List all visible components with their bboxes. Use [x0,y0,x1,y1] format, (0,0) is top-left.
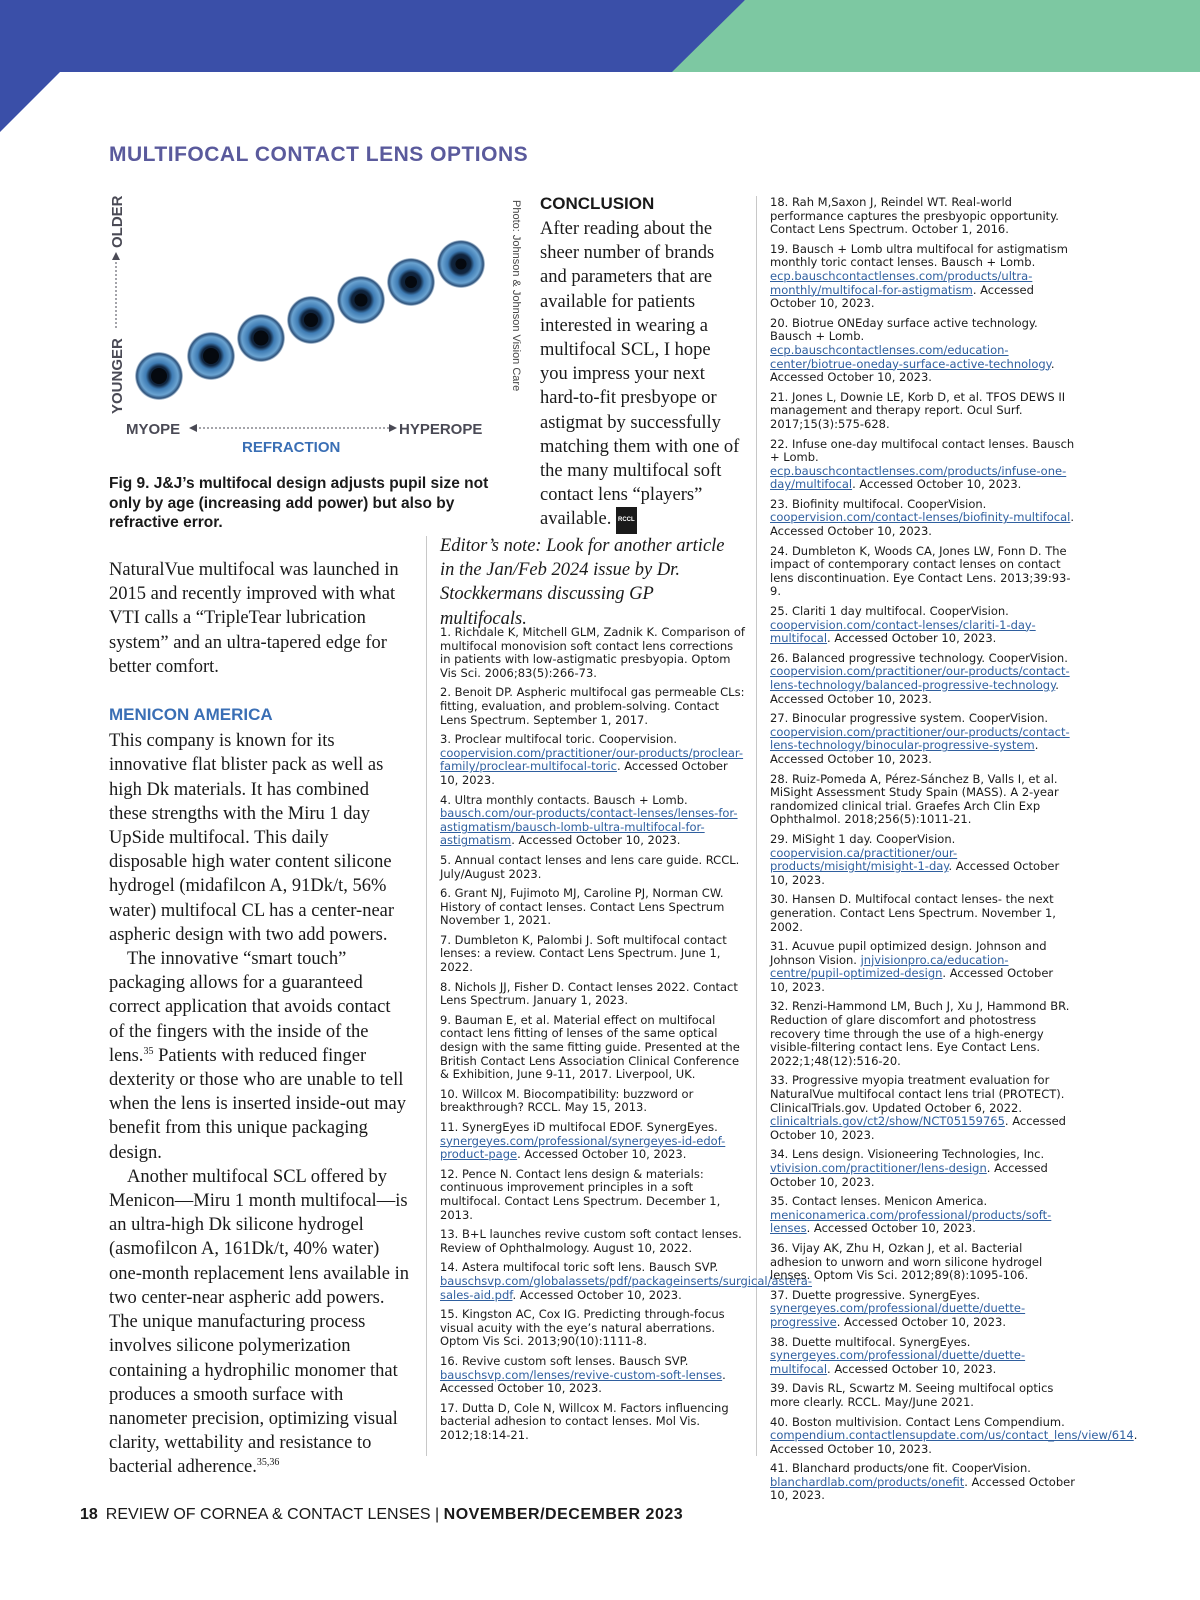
reference-text: 27. Binocular progressive system. CooperVision. [770,711,1049,726]
figure-graphic [109,196,493,462]
citation-superscript: 35,36 [256,1457,280,1469]
reference-link[interactable]: vtivision.com/practitioner/lens-design [770,1161,987,1175]
banner-graphic [0,0,1200,132]
body-paragraph [109,1165,409,1480]
citation-superscript: 35 [143,1045,154,1057]
reference-item [440,626,745,680]
reference-accessed: . Accessed October 10, 2023. [770,1114,1066,1142]
reference-text: 37. Duette progressive. SynergEyes. [770,1287,981,1302]
conclusion-body: After reading about the sheer number of brands and parameters that are available for patients interested in wearing a multifocal SCL, I hope you impress your next hard-to-fit presbyope or astigmat by successfully matching them with one of the many multifocal soft contact lens “players” available. [540,219,740,530]
reference-item [770,940,1075,994]
reference-text: 34. Lens design. Visioneering Technologies, Inc. [770,1147,1045,1162]
references-column-a [440,625,812,1448]
body-paragraph: NaturalVue multifocal was launched in 2015 and recently improved with what VTI calls a “TripleTear lubrication system” and an ultra-tapered edge for better comfort. [109,560,399,677]
reference-item [440,733,745,787]
body-text: The innovative “smart touch” packaging allows for a guaranteed correct application that avoids contact of the fingers with the inside of the lens. [109,949,391,1066]
reference-text: 12. Pence N. Contact lens design & materials: continuous improvement principles in a soft multifocal. Contact Lens Spectrum. December 1, 2013. [440,1166,721,1222]
reference-link[interactable]: blanchardlab.com/products/onefit [770,1474,965,1489]
reference-text: 35. Contact lenses. Menicon America. [770,1194,988,1209]
reference-item [770,498,1075,539]
reference-item [440,1088,745,1115]
reference-item [770,1289,1075,1330]
reference-text: 5. Annual contact lenses and lens care guide. RCCL. July/August 2023. [440,852,740,881]
conclusion-heading: CONCLUSION [540,194,655,213]
reference-link[interactable]: coopervision.com/contact-lenses/biofinity-multifocal [770,510,1071,525]
publication-name: REVIEW OF CORNEA & CONTACT LENSES [105,1506,431,1523]
reference-item [770,1462,1075,1503]
reference-accessed: . Accessed October 10, 2023. [512,1287,682,1302]
reference-text: 32. Renzi-Hammond LM, Buch J, Xu J, Hammond BR. Reduction of glare discomfort and photostress recovery time through the use of a high-energy visible-filtering contact lens. Eye Contact Lens. 2022;1;48(12):516-20. [770,999,1070,1068]
rccl-logo-icon: RCCL [616,507,637,533]
reference-item [440,1260,812,1302]
reference-text: 7. Dumbleton K, Palombi J. Soft multifocal contact lenses: a review. Contact Lens Spectrum. June 1, 2022. [440,932,727,975]
reference-text: 39. Davis RL, Scwartz M. Seeing multifocal optics more clearly. RCCL. May/June 2021. [770,1381,1054,1409]
reference-link[interactable]: meniconamerica.com/professional/products/soft-lenses [770,1207,1052,1236]
reference-text: 41. Blanchard products/one fit. CooperVision. [770,1461,1031,1476]
column-divider [426,536,427,1456]
body-text: Patients with reduced finger dexterity or those who are unable to tell when the lens is inserted inside-out may benefit from this unique packaging design. [109,1045,406,1163]
reference-accessed: . Accessed October 10, 2023. [770,356,1055,385]
reference-accessed: . Accessed October 10, 2023. [770,966,1054,994]
reference-item [770,605,1075,646]
pupil-4 [304,313,318,327]
reference-item [770,545,1075,599]
column-divider [756,196,757,1456]
reference-accessed: . Accessed October 10, 2023. [770,1428,1138,1456]
reference-text: 21. Jones L, Downie LE, Korb D, et al. TFOS DEWS II management and therapy report. Ocul Surf. 2017;15(3):575-628. [770,389,1066,431]
body-paragraph [109,947,409,1165]
reference-text: 9. Bauman E, et al. Material effect on multifocal contact lens fitting of lenses of the same optical design with the same fitting guide. Presented at the British Contact Lens Association Clinical Conference & Exhibition, June 9-11, 2017. Liverpool, UK. [440,1012,740,1082]
reference-text: 33. Progressive myopia treatment evaluation for NaturalVue multifocal contact lens trial (PROTECT). ClinicalTrials.gov. Updated October 6, 2022. [770,1073,1065,1115]
reference-text: 4. Ultra monthly contacts. Bausch + Lomb. [440,792,688,807]
reference-text: 30. Hansen D. Multifocal contact lenses- the next generation. Contact Lens Spectrum. November 1, 2002. [770,892,1056,934]
reference-text: 24. Dumbleton K, Woods CA, Jones LW, Fonn D. The impact of contemporary contact lenses on contact lens discontinuation. Eye Contact Lens. 2013;39:93-9. [770,543,1071,599]
reference-text: 38. Duette multifocal. SynergEyes. [770,1334,971,1349]
reference-item [770,1148,1075,1189]
reference-text: 36. Vijay AK, Zhu H, Ozkan J, et al. Bacterial adhesion to unworn and worn silicone hydrogel lenses. Optom Vis Sci. 2012;89(8):1095-106. [770,1240,1043,1283]
pupil-6 [405,276,417,288]
reference-item [770,1000,1075,1068]
reference-text: 31. Acuvue pupil optimized design. Johnson and Johnson Vision. [770,939,1047,967]
reference-link[interactable]: ecp.bauschcontactlenses.com/products/ultra-monthly/multifocal-for-astigmatism [770,268,1033,297]
reference-text: 18. Rah M,Saxon J, Reindel WT. Real-world performance captures the presbyopic opportunity. Contact Lens Spectrum. October 1, 2016. [770,195,1059,237]
reference-item [770,438,1075,492]
reference-link[interactable]: compendium.contactlensupdate.com/us/contact_lens/view/614 [770,1428,1134,1443]
reference-item [770,391,1075,432]
pupil-3 [254,331,269,346]
reference-text: 26. Balanced progressive technology. CooperVision. [770,650,1068,665]
reference-text: 40. Boston multivision. Contact Lens Compendium. [770,1414,1065,1429]
body-paragraph: This company is known for its innovative flat blister pack as well as high Dk materials. It has combined these strengths with the Miru 1 day UpSide multifocal. This daily disposable high water content silicone hydrogel (midafilcon A, 91Dk/t, 56% water) multifocal CL has a center-near aspheric design with two add powers. [109,731,395,945]
banner-blue-shape [0,0,745,132]
reference-item [440,1355,745,1396]
reference-item [770,1195,1075,1236]
reference-item [770,243,1075,311]
reference-link[interactable]: synergeyes.com/professional/duette/duette-progressive [770,1301,1026,1329]
reference-item [440,887,745,928]
pupil-2 [203,348,219,364]
reference-item [440,981,745,1008]
reference-item [770,196,1075,237]
reference-item [440,934,745,975]
references-column-b [770,195,1138,1509]
reference-item [770,1074,1075,1142]
reference-accessed: . Accessed October 10, 2023. [852,477,1022,492]
reference-accessed: . Accessed October 10, 2023. [770,738,1039,766]
reference-text: 15. Kingston AC, Cox IG. Predicting through-focus visual acuity with the eye’s natural aberrations. Optom Vis Sci. 2013;90(10):1111-8. [440,1307,725,1349]
editor-note: Editor’s note: Look for another article in the Jan/Feb 2024 issue by Dr. Stockkermans discussing GP multifocals. [440,536,725,629]
reference-accessed: . Accessed October 10, 2023. [770,859,1060,887]
reference-link[interactable]: synergeyes.com/professional/duette/duette-multifocal [770,1348,1026,1376]
reference-text: 16. Revive custom soft lenses. Bausch SVP. [440,1353,689,1368]
reference-item [770,773,1075,827]
reference-accessed: . Accessed October 10, 2023. [511,833,681,848]
reference-text: 23. Biofinity multifocal. CooperVision. [770,496,987,511]
reference-text: 25. Clariti 1 day multifocal. CooperVision. [770,604,1009,619]
issue-date: NOVEMBER/DECEMBER 2023 [443,1506,684,1523]
reference-item [440,686,745,727]
reference-text: 6. Grant NJ, Fujimoto MJ, Caroline PJ, Norman CW. History of contact lenses. Contact Lens Spectrum November 1, 2021. [440,886,725,928]
reference-item [440,1121,745,1162]
reference-text: 14. Astera multifocal toric soft lens. Bausch SVP. [440,1260,719,1275]
reference-item [440,1308,745,1349]
reference-link[interactable]: coopervision.com/contact-lenses/clariti-1-day-multifocal [770,617,1036,646]
reference-link[interactable]: coopervision.com/practitioner/our-products/proclear-family/proclear-multifocal-toric [440,745,744,774]
reference-link[interactable]: ecp.bauschcontactlenses.com/products/infuse-one-day/multifocal [770,463,1067,492]
reference-accessed: . Accessed October 10, 2023. [827,1361,997,1376]
reference-text: 2. Benoit DP. Aspheric multifocal gas permeable CLs: fitting, evaluation, and problem-solving. Contact Lens Spectrum. September 1, 2017. [440,685,745,727]
axis-bottom-label: YOUNGER [109,338,126,414]
pupil-1 [151,368,167,384]
reference-item [770,712,1075,766]
reference-accessed: . Accessed October 10, 2023. [770,510,1074,539]
figure-caption: Fig 9. J&J’s multifocal design adjusts pupil size not only by age (increasing add power) but also by refractive error. [109,475,489,531]
subhead-menicon: MENICON AMERICA [109,705,273,725]
photo-credit: Photo: Johnson & Johnson Vision Care [510,200,522,392]
reference-accessed: . Accessed October 10, 2023. [770,1161,1048,1189]
reference-accessed: . Accessed October 10, 2023. [440,759,728,787]
reference-link[interactable]: jnjvisionpro.ca/education-centre/pupil-optimized-design [770,952,1009,981]
reference-link[interactable]: coopervision.com/practitioner/our-products/contact-lens-technology/balanced-progressive-technology [770,664,1070,692]
reference-accessed: . Accessed October 10, 2023. [770,282,1034,311]
reference-text: 28. Ruiz-Pomeda A, Pérez-Sánchez B, Valls I, et al. MiSight Assessment Study Spain (MASS). A 2-year randomized clinical trial. Graefes Arch Clin Exp Ophthalmol. 2018;256(5):1011-21. [770,771,1059,827]
reference-text: 20. Biotrue ONEday surface active technology. Bausch + Lomb. [770,315,1038,344]
reference-item [770,833,1075,887]
reference-text: 10. Willcox M. Biocompatibility: buzzword or breakthrough? RCCL. May 15, 2013. [440,1086,694,1115]
reference-item [770,1336,1075,1377]
reference-link[interactable]: clinicaltrials.gov/ct2/show/NCT05159765 [770,1114,1005,1129]
reference-link[interactable]: coopervision.ca/practitioner/our-products/misight/misight-1-day [770,845,958,874]
reference-link[interactable]: bauschsvp.com/lenses/revive-custom-soft-lenses [440,1367,723,1382]
reference-text: 1. Richdale K, Mitchell GLM, Zadnik K. Comparison of multifocal monovision soft contact lens corrections in patients with low-astigmatic presbyopia. Optom Vis Sci. 2006;83(5):266-73. [440,625,745,680]
reference-accessed: . Accessed October 10, 2023. [770,678,1059,706]
body-column [109,558,409,1480]
pupil-7 [456,259,467,270]
reference-link[interactable]: bausch.com/our-products/contact-lenses/lenses-for-astigmatism/bausch-lomb-ultra-multifocal-for-astigmatism [440,806,738,848]
figure-pupil-size [109,196,493,462]
reference-item [440,1014,745,1082]
reference-item [440,1402,745,1443]
conclusion-text [540,217,740,534]
reference-item [440,1168,745,1222]
axis-refraction-label: REFRACTION [242,439,341,456]
top-banner [0,0,1200,72]
footer-separator: | [430,1506,444,1523]
reference-item [770,893,1075,934]
axis-top-label: OLDER [109,196,126,248]
pupil-5 [355,294,368,307]
reference-link[interactable]: bauschsvp.com/globalassets/pdf/packageinserts/surgical/astera-sales-aid.pdf [440,1273,812,1302]
axis-right-label: HYPEROPE [399,421,483,438]
reference-text: 22. Infuse one-day multifocal contact lenses. Bausch + Lomb. [770,436,1075,465]
body-text: Another multifocal SCL offered by Menicon—Miru 1 month multifocal—is an ultra-high Dk silicone hydrogel (asmofilcon A, 161Dk/t, 40% water) one-month replacement lens available in two center-near aspheric add powers. The unique manufacturing process involves silicone polymerization containing a hydrophilic monomer that produces a smooth surface with nanometer precision, optimizing visual clarity, wettability and resistance to bacterial adherence. [109,1166,409,1478]
reference-accessed: . Accessed October 10, 2023. [770,1474,1075,1503]
axis-left-label: MYOPE [126,421,181,438]
reference-accessed: . Accessed October 10, 2023. [827,631,997,646]
reference-item [770,317,1075,385]
page-number: 18 [80,1506,98,1523]
reference-item [770,652,1075,706]
conclusion-section [540,194,740,534]
reference-text: 19. Bausch + Lomb ultra multifocal for astigmatism monthly toric contact lenses. Bausch + Lomb. [770,241,1068,270]
banner-green-shape [672,0,1200,72]
reference-item [440,794,745,848]
reference-item [440,1228,745,1255]
reference-text: 17. Dutta D, Cole N, Willcox M. Factors influencing bacterial adhesion to contact lenses. Mol Vis. 2012;18:14-21. [440,1400,729,1442]
reference-link[interactable]: ecp.bauschcontactlenses.com/education-center/biotrue-oneday-surface-active-technology [770,342,1051,371]
reference-text: 3. Proclear multifocal toric. Coopervision. [440,732,678,747]
reference-accessed: . Accessed October 10, 2023. [517,1147,687,1162]
reference-text: 13. B+L launches revive custom soft contact lenses. Review of Ophthalmology. August 10, 2022. [440,1227,742,1255]
reference-accessed: . Accessed October 10, 2023. [836,1314,1006,1329]
reference-item [770,1414,1138,1457]
reference-item [770,1382,1075,1409]
page-footer [80,1506,683,1524]
reference-text: 29. MiSight 1 day. CooperVision. [770,831,956,846]
reference-accessed: . Accessed October 10, 2023. [440,1367,726,1396]
reference-link[interactable]: synergeyes.com/professional/synergeyes-id-edof-product-page [440,1133,726,1162]
reference-text: 8. Nichols JJ, Fisher D. Contact lenses 2022. Contact Lens Spectrum. January 1, 2023. [440,979,738,1008]
section-title: MULTIFOCAL CONTACT LENS OPTIONS [109,143,529,166]
reference-text: 11. SynergEyes iD multifocal EDOF. SynergEyes. [440,1120,718,1134]
reference-item [770,1242,1075,1283]
reference-item [440,854,745,881]
reference-link[interactable]: coopervision.com/practitioner/our-products/contact-lens-technology/binocular-progressive-system [770,724,1070,753]
reference-accessed: . Accessed October 10, 2023. [806,1221,976,1236]
